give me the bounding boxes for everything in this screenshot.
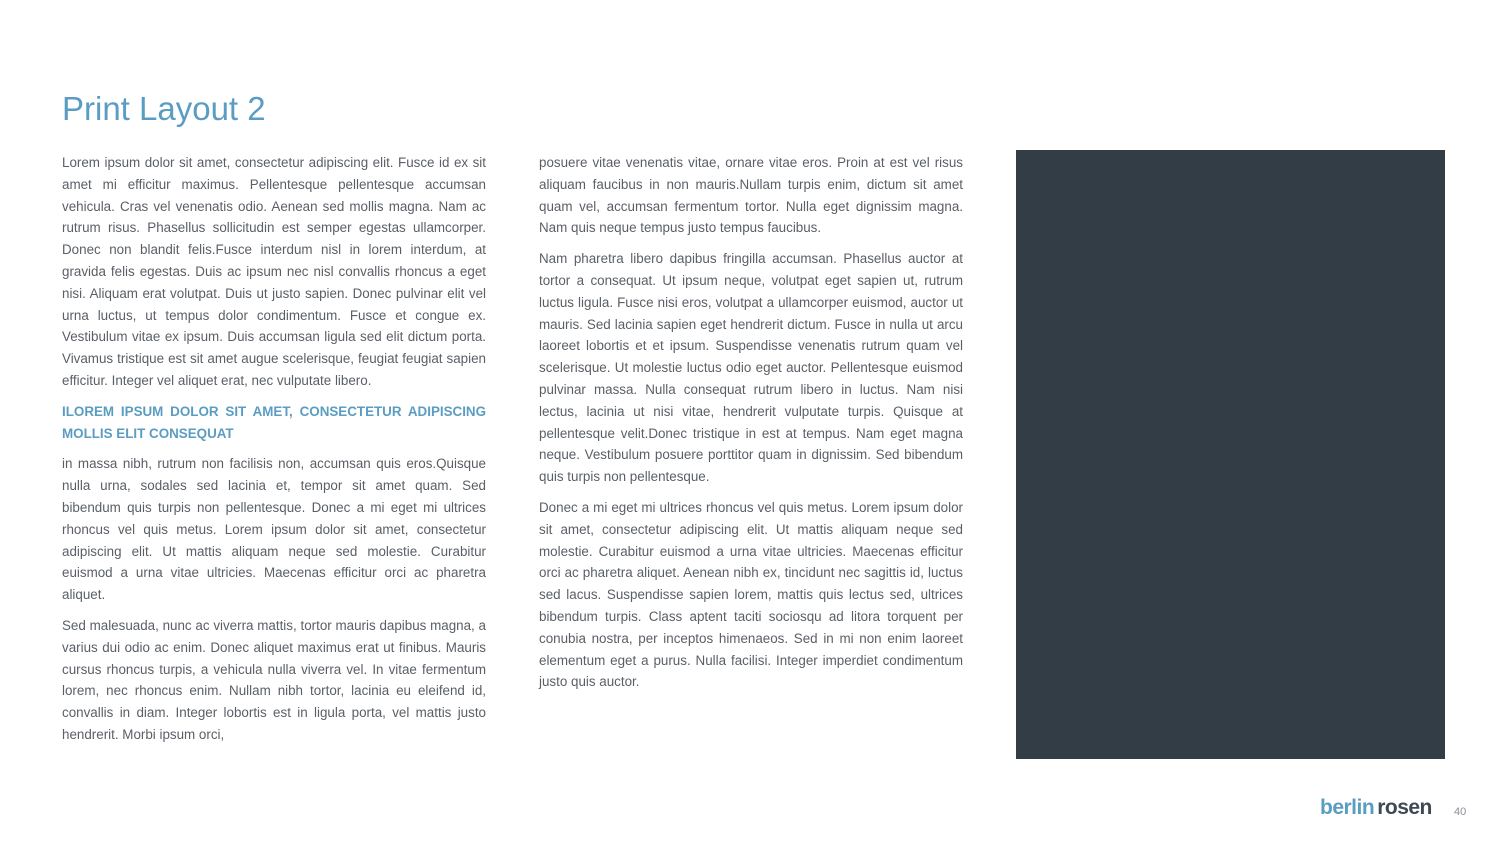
paragraph: Nam pharetra libero dapibus fringilla accumsan. Phasellus auctor at tortor a consequat. Ut ipsum neque, volutpat eget sapien ut, rutrum luctus ligula. Fusce nisi eros, volutpat a ullamcorper euismod, auctor ut mauris. Sed lacinia sapien eget hendrerit dictum. Fusce in nulla ut arcu laoreet lobortis et et ipsum. Suspendisse venenatis rutrum quam vel scelerisque. Ut molestie luctus odio eget auctor. Pellentesque euismod pulvinar massa. Nulla consequat rutrum libero in luctus. Nam nisi lectus, lacinia ut nisi vitae, hendrerit vulputate turpis. Quisque at pellentesque velit.Donec tristique in est at tempus. Nam eget magna neque. Vestibulum posuere porttitor quam in dignissim. Sed bibendum quis turpis non pellentesque. <box>539 251 963 485</box>
paragraph: posuere vitae venenatis vitae, ornare vitae eros. Proin at est vel risus aliquam faucibus in non mauris.Nullam turpis enim, dictum sit amet quam vel, accumsan fermentum tortor. Nulla eget dignissim magna. Nam quis neque tempus justo tempus faucibus. <box>539 155 963 236</box>
text-column-left <box>62 152 486 755</box>
section-subheading: ILOREM IPSUM DOLOR SIT AMET, CONSECTETUR ADIPISCING MOLLIS ELIT CONSEQUAT <box>62 403 486 441</box>
paragraph: Donec a mi eget mi ultrices rhoncus vel quis metus. Lorem ipsum dolor sit amet, consectetur adipiscing elit. Ut mattis aliquam neque sed molestie. Curabitur euismod a urna vitae ultricies. Maecenas efficitur orci ac pharetra aliquet. Aenean nibh ex, tincidunt nec sagittis id, luctus sed lacus. Suspendisse sapien lorem, mattis quis lectus sed, ultrices bibendum turpis. Class aptent taciti sociosqu ad litora torquent per conubia nostra, per inceptos himenaeos. Sed in mi non enim laoreet elementum eget a purus. Nulla facilisi. Integer imperdiet condimentum justo quis auctor. <box>539 499 963 690</box>
page-title: Print Layout 2 <box>62 90 266 127</box>
paragraph: in massa nibh, rutrum non facilisis non, accumsan quis eros.Quisque nulla urna, sodales sed lacinia et, tempor sit amet quam. Sed bibendum quis turpis non pellentesque. Donec a mi eget mi ultrices rhoncus vel quis metus. Lorem ipsum dolor sit amet, consectetur adipiscing elit. Ut mattis aliquam neque sed molestie. Curabitur euismod a urna vitae ultricies. Maecenas efficitur orci ac pharetra aliquet. <box>62 456 486 603</box>
text-column-middle <box>539 152 963 702</box>
paragraph: Sed malesuada, nunc ac viverra mattis, tortor mauris dapibus magna, a varius dui odio ac enim. Donec aliquet maximus erat ut finibus. Mauris cursus rhoncus turpis, a vehicula nulla viverra vel. In vitae fermentum lorem, nec rhoncus enim. Nullam nibh tortor, lacinia eu eleifend id, convallis in diam. Integer lobortis est in ligula porta, vel mattis justo hendrerit. Morbi ipsum orci, <box>62 617 486 742</box>
page-number: 40 <box>1454 806 1467 818</box>
brand-logo <box>1320 796 1432 820</box>
logo-text-berlin: berlin <box>1320 796 1375 819</box>
paragraph: Lorem ipsum dolor sit amet, consectetur adipiscing elit. Fusce id ex sit amet mi efficitur maximus. Pellentesque pellentesque accumsan vehicula. Cras vel venenatis odio. Aenean sed mollis magna. Nam ac rutrum risus. Phasellus sollicitudin est semper egestas ullamcorper. Donec non blandit felis.Fusce interdum nisl in lorem interdum, at gravida felis egestas. Duis ac ipsum nec nisl convallis rhoncus a eget nisi. Aliquam erat volutpat. Duis ut justo sapien. Donec pulvinar elit vel urna luctus, ut tempus dolor condimentum. Fusce et congue ex. Vestibulum vitae ex ipsum. Duis accumsan ligula sed elit dictum porta. Vivamus tristique est sit amet augue scelerisque, feugiat feugiat sapien efficitur. Integer vel aliquet erat, nec vulputate libero. <box>62 155 486 388</box>
logo-text-rosen: rosen <box>1377 796 1432 819</box>
image-placeholder <box>1016 150 1445 759</box>
